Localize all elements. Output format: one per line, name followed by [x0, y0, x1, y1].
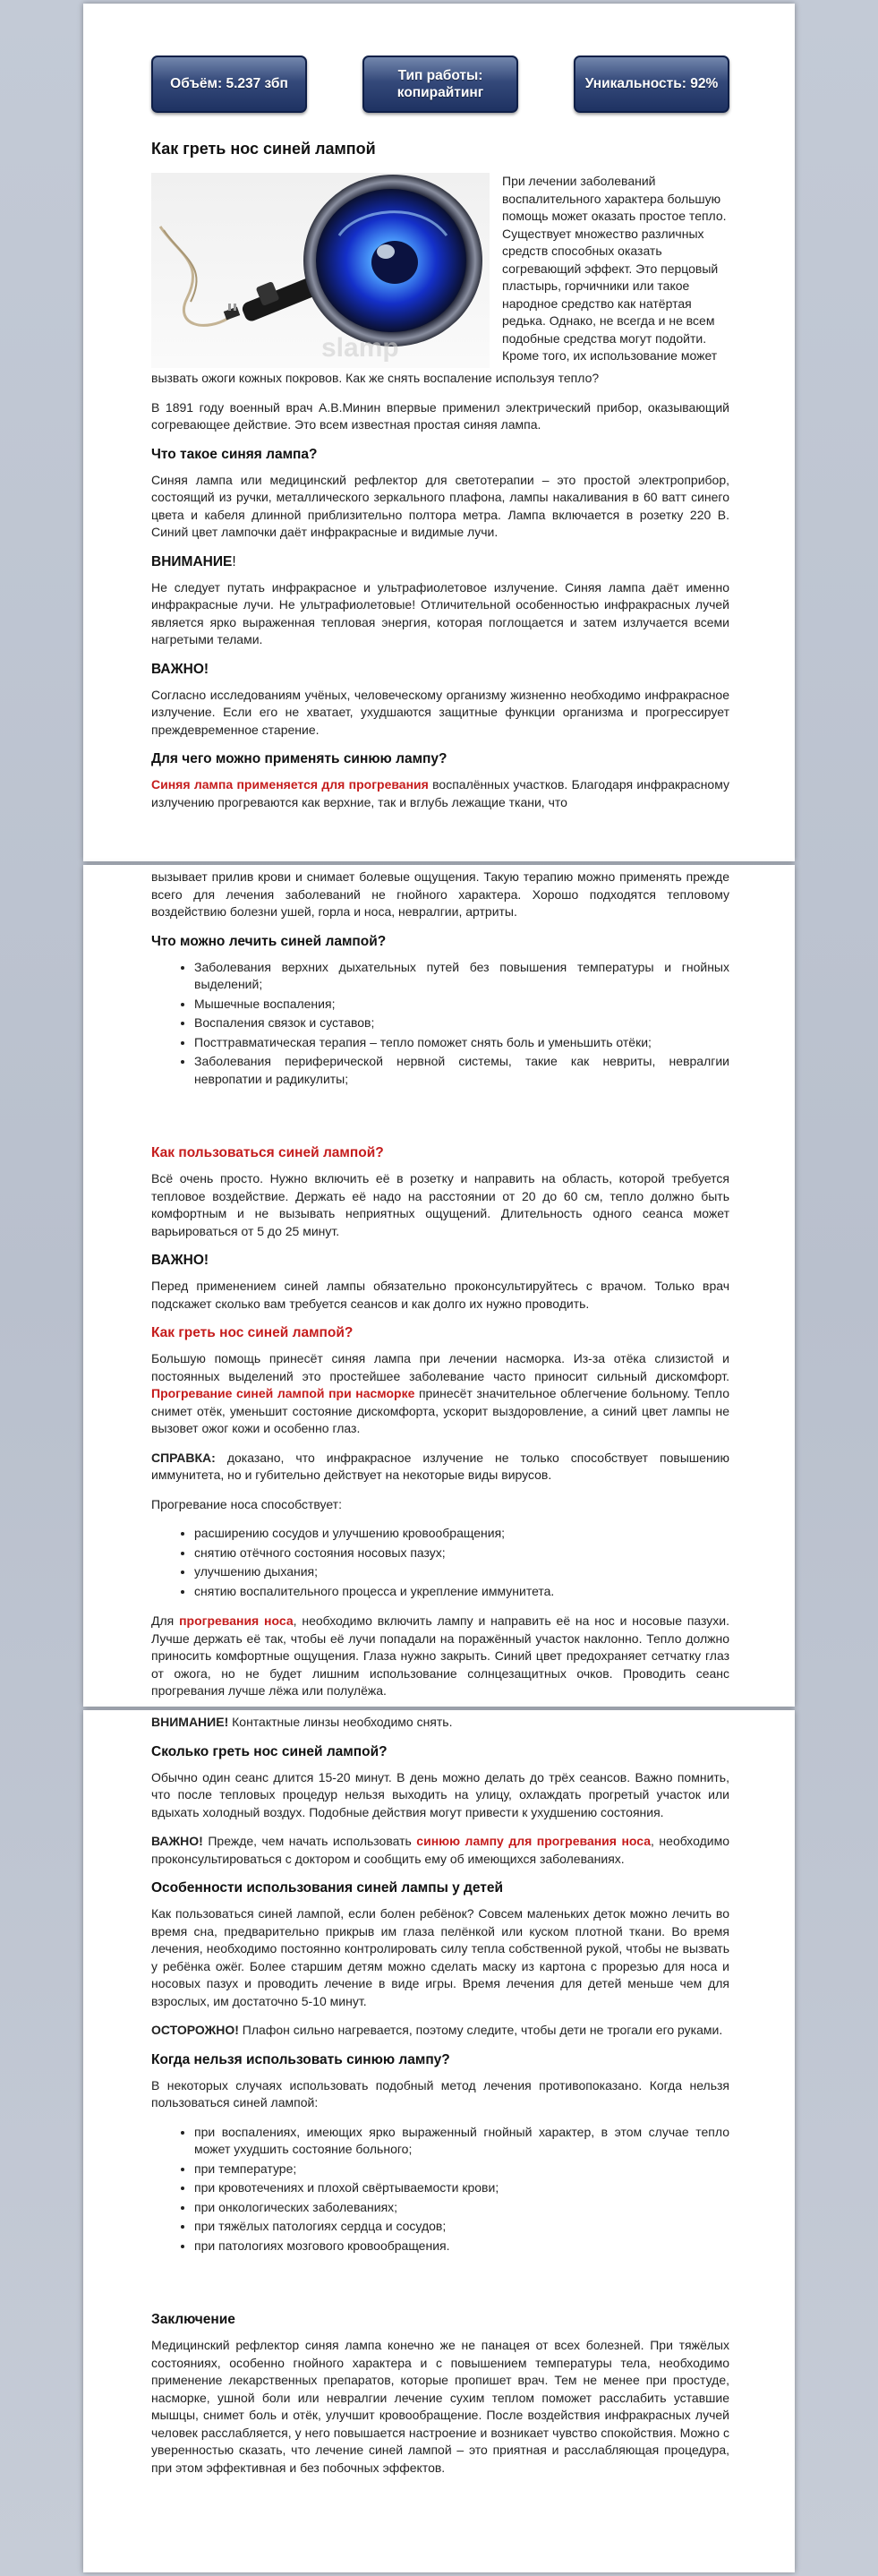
important-text: Перед применением синей лампы обязательно проконсультируйтесь с врачом. Только врач подскажет сколько вам требуется сеансов и как долго их нужно проводить. — [151, 1279, 729, 1311]
list-item: • при воспалениях, имеющих ярко выраженный гнойный характер, в этом случае тепло может ухудшить состояние больного; — [194, 2124, 729, 2159]
contra-heading: Когда нельзя использовать синюю лампу? — [151, 2051, 450, 2067]
lamp-nose-link[interactable]: синюю лампу для прогревания носа — [416, 1834, 652, 1848]
how-nose-heading: Как греть нос синей лампой? — [151, 1325, 354, 1340]
how-use-heading: Как пользоваться синей лампой? — [151, 1145, 384, 1160]
attention-heading: ВНИМАНИЕ! — [151, 553, 236, 569]
conclusion-heading: Заключение — [151, 2312, 235, 2327]
work-type-badge: Тип работы: копирайтинг — [362, 56, 518, 113]
document-page-3 — [83, 1710, 795, 2572]
runny-nose-link[interactable]: Прогревание синей лампой при насморке — [151, 1386, 415, 1400]
document-page-1 — [83, 4, 795, 861]
page-title: Как греть нос синей лампой — [151, 140, 376, 158]
list-item: • при онкологических заболеваниях; — [194, 2199, 729, 2217]
page-content — [151, 56, 729, 823]
list-item: • при температуре; — [194, 2161, 729, 2178]
list-item: • при тяжёлых патологиях сердца и сосудов; — [194, 2218, 729, 2236]
volume-badge: Объём: 5.237 збп — [151, 56, 307, 113]
page-content — [151, 869, 729, 1712]
page-content — [151, 1714, 729, 2488]
list-item: • расширению сосудов и улучшению кровообращения; — [194, 1525, 729, 1543]
children-text: Как пользоваться синей лампой, если болен ребёнок? Совсем маленьких деток можно лечить во время сна, предварительно прикрыв им глаза пелёнкой или куском плотной ткани. Во время лечения, необходимо постоянно контролировать силу тепла собственной рукой, чтобы не вызвать у ребёнка ожёг. Более старшим детям можно сделать маску из картона с прорезью для носа и носовых пазух и проводить лечение в виде игры. Время лечения для детей меньше чем для взрослых, им достаточно 5-10 минут. — [151, 1906, 729, 2008]
important-heading: ВАЖНО! — [151, 661, 209, 677]
conclusion-text: Медицинский рефлектор синяя лампа конечно же не панацея от всех болезней. При тяжёлых состояниях, особенно гнойного характера и с повышением температуры тела, необходимо применение лекарственных препаратов, которые пропишет врач. Тем не менее при простуде, насморке, ушной боли или невралгии лечение сухим теплом поможет расслабить уставшие мышцы, снимет боль и отёк, улучшит кровообращение. После воздействия инфракрасных лучей человек расслабляется, у него повышается настроение и возникает чувство спокойствия. Можно с уверенностью сказать, что лечение синей лампой – это приятная и расслабляющая процедура, при этом эффективная и без побочных эффектов. — [151, 2338, 729, 2475]
list-item: • Заболевания верхних дыхательных путей без повышения температуры и гнойных выделений; — [194, 959, 729, 994]
important-text: Согласно исследованиям учёных, человеческому организму жизненно необходимо инфракрасное излучение. Если его не хватает, ухудшаются защитные функции организма и прогрессирует преждевременное старение. — [151, 687, 729, 737]
attention-text: ВНИМАНИЕ! Контактные линзы необходимо снять. — [151, 1715, 453, 1729]
nose-helps-intro: Прогревание носа способствует: — [151, 1496, 342, 1511]
list-item: • при кровотечениях и плохой свёртываемости крови; — [194, 2179, 729, 2197]
children-heading: Особенности использования синей лампы у детей — [151, 1880, 504, 1896]
important-text: ВАЖНО! Прежде, чем начать использовать синюю лампу для прогревания носа, необходимо проконсультироваться с доктором и сообщить ему об имеющихся заболеваниях. — [151, 1834, 730, 1866]
blue-lamp-icon — [151, 173, 490, 368]
lamp-warming-link[interactable]: Синяя лампа применяется для прогревания — [151, 777, 429, 792]
what-for-text: Синяя лампа применяется для прогревания воспалённых участков. Благодаря инфракрасному излучению прогреваются как верхние, так и вглубь лежащие ткани, что — [151, 777, 729, 809]
what-is-heading: Что такое синяя лампа? — [151, 446, 318, 462]
intro-paragraph-continued: вызвать ожоги кожных покровов. Как же снять воспаление используя тепло? — [151, 371, 600, 385]
warming-text: Для прогревания носа, необходимо включить лампу и направить её на нос и носовые пазухи. Лучше держать её так, чтобы её лучи попадали на поражённый участок наклонно. Тепло должно приносить комфортные ощущения. Глаза нужно закрыть. Синий цвет предохраняет сетчатку глаз от ожога, но не будет лишним использование солнцезащитных очков. Проводить сеанс прогревания лучше лёжа или полулёжа. — [151, 1613, 730, 1698]
how-much-text: Обычно один сеанс длится 15-20 минут. В день можно делать до трёх сеансов. Важно помнить, что после тепловых процедур нельзя выходить на улицу, охлаждать прогретый участок или вдыхать холодный воздух. Подобные действия могут привести к ухудшению состояния. — [151, 1769, 729, 1819]
intro-paragraph: При лечении заболеваний воспалительного характера большую помощь может оказать простое тепло. Существует множество различных средств способных оказать согревающий эффект. Это перцовый пластырь, горчичники или такое народное средство как натёртая редька. Однако, не всегда и не всем подобные средства могут подойти. Кроме того, их использование может — [502, 174, 727, 363]
list-item: • улучшению дыхания; — [194, 1563, 729, 1581]
contra-intro: В некоторых случаях использовать подобный метод лечения противопоказано. Когда нельзя пользоваться синей лампой: — [151, 2077, 729, 2110]
info-badges — [151, 56, 729, 113]
nose-warming-link[interactable]: прогревания носа — [179, 1613, 294, 1628]
list-item: • снятию отёчного состояния носовых пазух; — [194, 1545, 729, 1562]
treat-heading: Что можно лечить синей лампой? — [151, 933, 387, 949]
list-item: • при патологиях мозгового кровообращения. — [194, 2238, 729, 2255]
nose-helps-list — [194, 1525, 729, 1600]
how-much-heading: Сколько греть нос синей лампой? — [151, 1743, 388, 1759]
uniqueness-badge: Уникальность: 92% — [574, 56, 729, 113]
document-page-2 — [83, 865, 795, 1707]
list-item: • Заболевания периферической нервной системы, такие как невриты, невралгии невропатии и радикулиты; — [194, 1053, 729, 1088]
reference-text: СПРАВКА: доказано, что инфракрасное излучение не только способствует повышению иммунитета, но и губительно действует на некоторые виды вирусов. — [151, 1450, 729, 1482]
attention-text: Не следует путать инфракрасное и ультрафиолетовое излучение. Синяя лампа даёт именно инфракрасные лучи. Не ультрафиолетовые! Отличительной особенностью инфракрасных лучей является ярко выраженная тепловая энергия, которая поглощается и затем излучается всеми нагретыми телами. — [151, 579, 729, 646]
lamp-watermark: slamp — [321, 333, 399, 363]
list-item: • Воспаления связок и суставов; — [194, 1014, 729, 1032]
list-item: • снятию воспалительного процесса и укрепление иммунитета. — [194, 1583, 729, 1601]
important-heading: ВАЖНО! — [151, 1253, 209, 1268]
list-item: • Посттравматическая терапия – тепло поможет снять боль и уменьшить отёки; — [194, 1034, 729, 1052]
what-for-heading: Для чего можно применять синюю лампу? — [151, 751, 448, 766]
how-nose-text: Большую помощь принесёт синяя лампа при лечении насморка. Из-за отёка слизистой и постоянных выделений это простейшее заболевание часто приносит сильный дискомфорт. Прогревание синей лампой при насморке принесёт значительное облегчение больному. Тепло снимет отёк, уменьшит состояние дискомфорта, ускорит выздоровление, а синий цвет лампы не вызовет ожог кожи и особенно глаз. — [151, 1351, 729, 1435]
treat-list — [194, 959, 729, 1089]
caution-text: ОСТОРОЖНО! Плафон сильно нагревается, поэтому следите, чтобы дети не трогали его руками. — [151, 2023, 723, 2037]
how-use-text: Всё очень просто. Нужно включить её в розетку и направить на область, которой требуется тепловое воздействие. Держать её надо на расстоянии от 20 до 60 см, тепло должно быть комфортным и не вызывать неприятных ощущений. Длительность одного сеанса может варьироваться от 5 до 25 минут. — [151, 1171, 729, 1238]
contra-list — [194, 2124, 729, 2255]
history-paragraph: В 1891 году военный врач А.В.Минин впервые применил электрический прибор, оказывающий согревающее действие. Это всем известная простая синяя лампа. — [151, 399, 729, 432]
what-for-text-continued: вызывает прилив крови и снимает болевые ощущения. Такую терапию можно применять прежде всего для лечения заболеваний не гнойного характера. Хорошо подходятся тепловому воздействию болезни ушей, горла и носа, невралгии, артриты. — [151, 869, 729, 919]
what-is-text: Синяя лампа или медицинский рефлектор для светотерапии – это простой электроприбор, состоящий из ручки, металлического зеркального плафона, лампы накаливания в 60 ватт синего цвета и кабеля длинной приблизительно полтора метра. Лампа включается в розетку 220 В. Синий цвет лампочки даёт инфракрасные и видимые лучи. — [151, 472, 729, 539]
list-item: • Мышечные воспаления; — [194, 996, 729, 1014]
